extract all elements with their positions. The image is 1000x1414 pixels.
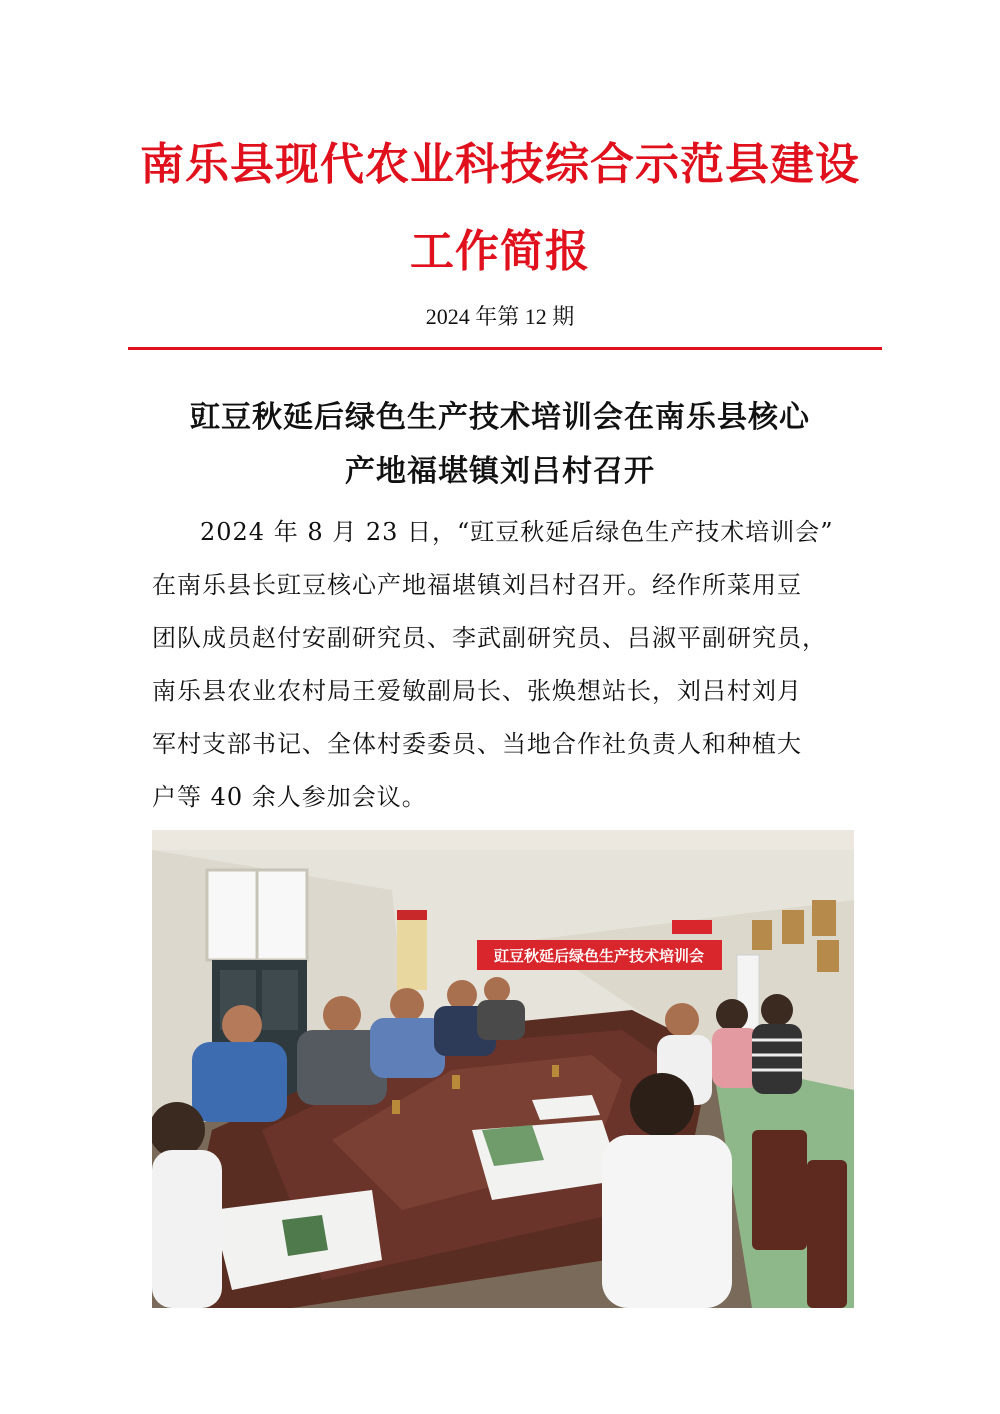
- paragraph-line: 团队成员赵付安副研究员、李武副研究员、吕淑平副研究员，: [152, 624, 827, 652]
- paragraph-line: 南乐县农业农村局王爱敏副局长、张焕想站长，刘吕村刘月: [152, 677, 802, 705]
- meeting-photo: [152, 830, 854, 1308]
- red-divider: [128, 347, 882, 350]
- issue-number: 2024 年第 12 期: [425, 304, 575, 329]
- paragraph-line: 在南乐县长豇豆核心产地福堪镇刘吕村召开。经作所菜用豆: [152, 571, 802, 599]
- paragraph-line: 2024 年 8 月 23 日，“豇豆秋延后绿色生产技术培训会”: [200, 518, 834, 546]
- article-headline-line1: 豇豆秋延后绿色生产技术培训会在南乐县核心: [190, 400, 810, 435]
- article-headline-line2: 产地福堪镇刘吕村召开: [345, 454, 655, 489]
- bulletin-title-line1: 南乐县现代农业科技综合示范县建设: [140, 139, 860, 190]
- banner-text: 豇豆秋延后绿色生产技术培训会: [493, 947, 705, 965]
- article-paragraph: [152, 506, 852, 824]
- paragraph-line: 户等 40 余人参加会议。: [152, 783, 427, 811]
- bulletin-title-line2: 工作简报: [410, 226, 590, 277]
- meeting-photo-illustration: [152, 830, 854, 1308]
- paragraph-line: 军村支部书记、全体村委委员、当地合作社负责人和种植大: [152, 730, 802, 758]
